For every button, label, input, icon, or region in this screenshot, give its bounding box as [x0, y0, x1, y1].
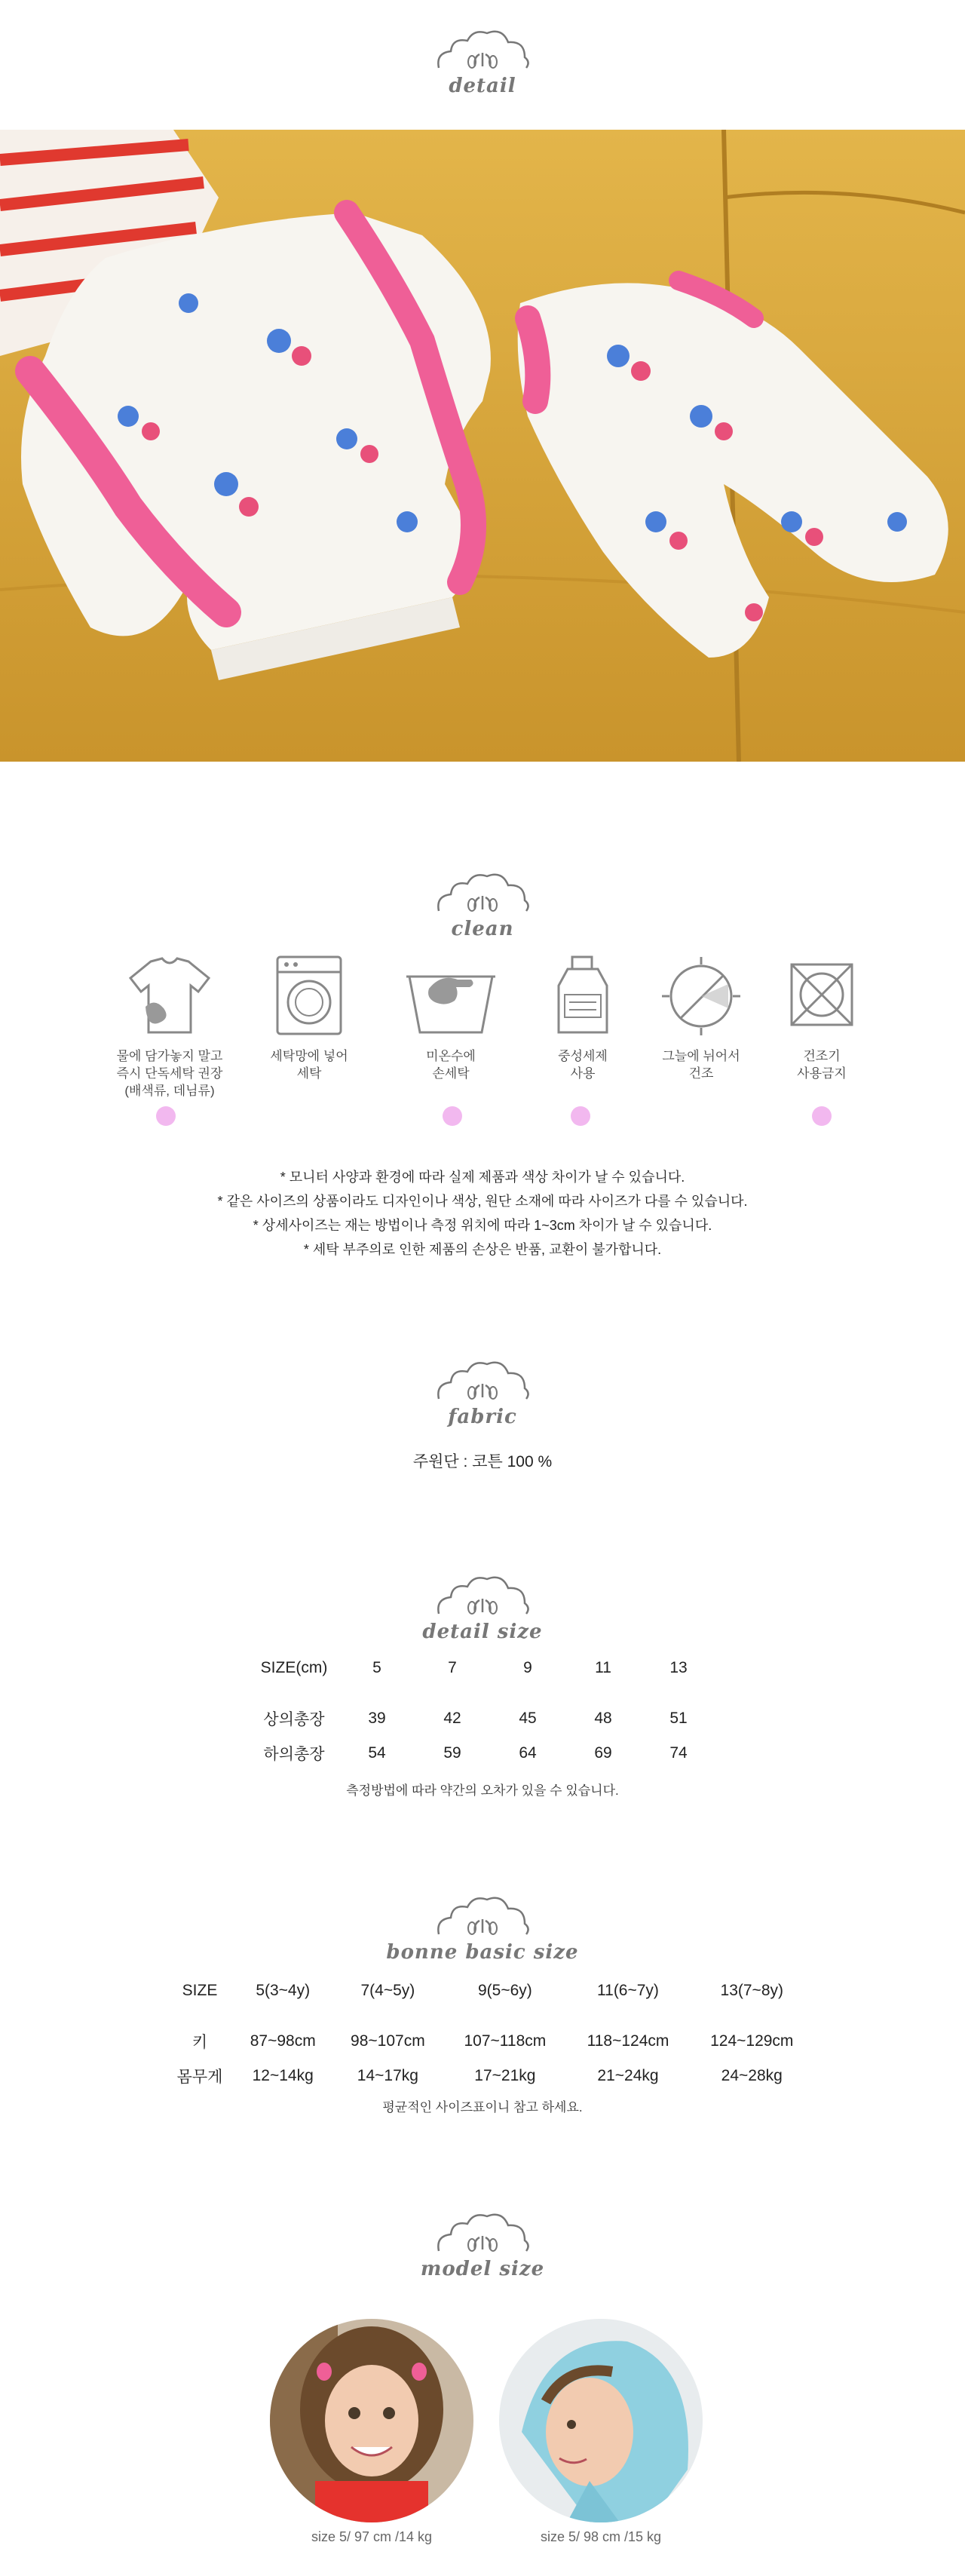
detail-section-logo — [430, 23, 535, 98]
detail-size-section-logo — [400, 1569, 565, 1644]
care-label: 중성세제 사용 — [558, 1049, 608, 1081]
table-cell: 74 — [669, 1744, 688, 1762]
table-header-cell: SIZE(cm) — [260, 1659, 328, 1676]
table-cell: 24~28kg — [721, 2067, 783, 2084]
table-header-cell: 5 — [372, 1659, 381, 1676]
table-cell: 48 — [594, 1710, 612, 1727]
basic-size-table — [166, 1982, 814, 2093]
cloud-ornament-icon — [430, 1889, 535, 1946]
care-dot — [571, 1106, 590, 1126]
table-cell: 21~24kg — [597, 2067, 659, 2084]
basic-size-caption: 평균적인 사이즈표이니 참고 하세요. — [382, 2100, 583, 2114]
table-header-row — [249, 1659, 716, 1701]
model-caption: size 5/ 98 cm /15 kg — [540, 2529, 662, 2544]
model-photo — [499, 2319, 703, 2522]
table-header-cell: SIZE — [182, 1982, 218, 1999]
section-title-detail-size: detail size — [422, 1621, 543, 1643]
detail-size-caption: 측정방법에 따라 약간의 오차가 있을 수 있습니다. — [346, 1783, 619, 1798]
table-header-cell: 13 — [669, 1659, 688, 1676]
table-header-cell: 5(3~4y) — [256, 1982, 311, 1999]
section-title-model-size: model size — [420, 2258, 545, 2280]
table-row — [249, 1701, 716, 1736]
table-cell: 17~21kg — [474, 2067, 536, 2084]
care-item — [746, 954, 897, 1082]
table-header-cell: 7 — [448, 1659, 457, 1676]
table-cell: 45 — [519, 1710, 537, 1727]
care-label: 물에 담가놓지 말고 즉시 단독세탁 권장 (배색류, 데님류) — [116, 1049, 223, 1098]
table-header-cell: 11 — [595, 1659, 611, 1676]
table-row — [249, 1736, 716, 1771]
table-cell: 12~14kg — [252, 2067, 314, 2084]
table-header-row — [166, 1982, 814, 2024]
table-cell: 키 — [191, 2034, 208, 2051]
fabric-section-logo — [430, 1354, 535, 1429]
hand-wash-icon — [402, 954, 500, 1037]
cloud-ornament-icon — [430, 23, 535, 79]
care-dot — [443, 1106, 462, 1126]
section-title-clean: clean — [451, 918, 514, 940]
cloud-ornament-icon — [430, 2206, 535, 2262]
table-cell: 54 — [368, 1744, 386, 1762]
table-row — [166, 2059, 814, 2093]
notice-line: * 세탁 부주의로 인한 제품의 손상은 반품, 교환이 불가합니다. — [303, 1242, 662, 1257]
table-cell: 87~98cm — [250, 2032, 316, 2050]
table-header-cell: 11(6~7y) — [597, 1982, 659, 1999]
table-cell: 하의총장 — [263, 1746, 325, 1763]
no-tumble-dry-icon — [777, 954, 867, 1037]
model-size-section-logo — [384, 2206, 581, 2281]
care-item — [234, 954, 384, 1082]
notice-list — [0, 1165, 965, 1262]
cloud-ornament-icon — [430, 1354, 535, 1410]
care-item — [375, 954, 526, 1082]
table-header-cell: 9(5~6y) — [477, 1982, 532, 1999]
table-cell: 51 — [669, 1710, 688, 1727]
care-dot — [812, 1106, 832, 1126]
table-header-cell: 13(7~8y) — [720, 1982, 783, 1999]
care-label: 건조기 사용금지 — [797, 1049, 847, 1081]
table-cell: 124~129cm — [710, 2032, 794, 2050]
care-dot — [156, 1106, 176, 1126]
section-title-detail: detail — [449, 75, 516, 97]
table-row — [166, 2024, 814, 2059]
care-item — [94, 954, 245, 1099]
care-label: 그늘에 뉘어서 건조 — [662, 1049, 740, 1081]
cloud-ornament-icon — [430, 866, 535, 922]
table-cell: 몸무게 — [176, 2068, 223, 2086]
notice-line: * 같은 사이즈의 상품이라도 디자인이나 색상, 원단 소재에 따라 사이즈가 다를 수 있습니다. — [217, 1194, 748, 1209]
table-cell: 107~118cm — [464, 2032, 547, 2050]
table-cell: 118~124cm — [587, 2032, 669, 2050]
model-photo — [270, 2319, 473, 2522]
shade-dry-icon — [656, 954, 746, 1037]
clean-section-logo — [430, 866, 535, 941]
notice-line: * 상세사이즈는 재는 방법이나 측정 위치에 따라 1~3cm 차이가 날 수 있습니다. — [253, 1218, 712, 1233]
washing-machine-icon — [264, 954, 354, 1037]
table-header-cell: 9 — [523, 1659, 532, 1676]
section-title-basic-size: bonne basic size — [386, 1941, 579, 1964]
table-cell: 42 — [443, 1710, 461, 1727]
table-cell: 39 — [368, 1710, 386, 1727]
care-label: 세탁망에 넣어 세탁 — [270, 1049, 348, 1081]
model-caption: size 5/ 97 cm /14 kg — [311, 2529, 433, 2544]
table-cell: 64 — [519, 1744, 537, 1762]
notice-line: * 모니터 사양과 환경에 따라 실제 제품과 색상 차이가 날 수 있습니다. — [280, 1170, 685, 1185]
table-cell: 14~17kg — [357, 2067, 418, 2084]
table-header-cell: 7(4~5y) — [360, 1982, 415, 1999]
section-title-fabric: fabric — [448, 1406, 517, 1428]
table-cell: 98~107cm — [351, 2032, 425, 2050]
tshirt-wash-icon — [124, 954, 215, 1037]
table-cell: 59 — [443, 1744, 461, 1762]
table-cell: 69 — [594, 1744, 612, 1762]
care-label: 미온수에 손세탁 — [426, 1049, 476, 1081]
fabric-composition: 주원단 : 코튼 100 % — [412, 1453, 553, 1470]
detail-size-table — [249, 1659, 716, 1771]
detergent-bottle-icon — [538, 954, 628, 1037]
product-photo — [0, 130, 965, 762]
table-cell: 상의총장 — [263, 1711, 325, 1728]
cloud-ornament-icon — [430, 1569, 535, 1625]
basic-size-section-logo — [369, 1889, 596, 1964]
